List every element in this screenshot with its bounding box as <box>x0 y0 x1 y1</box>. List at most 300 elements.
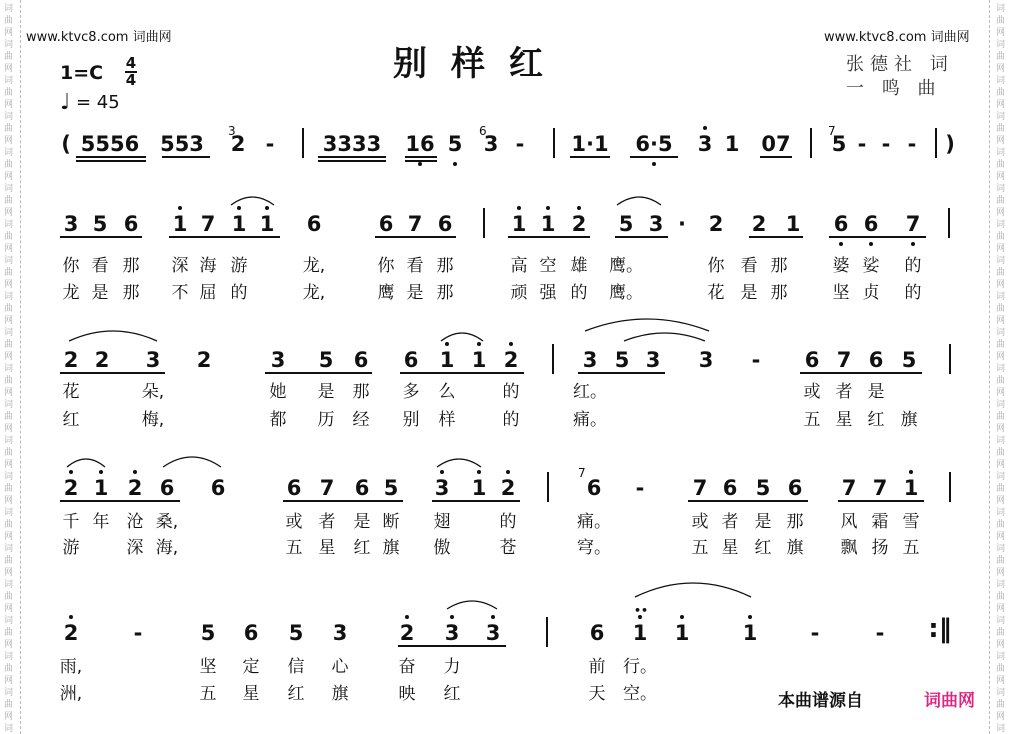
side-watermark-char: 词 <box>996 4 1006 14</box>
line4-note: - <box>133 621 143 645</box>
octave-dot <box>748 615 752 619</box>
line4-verse1-lyric: 信 <box>287 657 305 677</box>
side-watermark-char: 网 <box>4 64 14 74</box>
line4-verse2-lyric: 红 <box>287 684 305 704</box>
side-watermark-char: 词 <box>996 364 1006 374</box>
line3-verse1-lyric: 翅 <box>433 512 451 532</box>
side-watermark-char: 网 <box>996 64 1006 74</box>
underline-beam <box>570 156 610 158</box>
line1-note: 7 <box>200 212 216 236</box>
octave-dot <box>652 162 656 166</box>
line1-note: 1 <box>785 212 801 236</box>
side-watermark-char: 曲 <box>996 700 1006 710</box>
side-watermark-char: 曲 <box>4 628 14 638</box>
side-watermark-char: 词 <box>996 148 1006 158</box>
underline-beam <box>838 500 924 502</box>
slur-arc <box>446 600 498 610</box>
line2-verse2-lyric: 梅, <box>141 410 165 430</box>
slur-arc <box>66 458 106 468</box>
line2-note: 6 <box>353 348 369 372</box>
source-site-link[interactable]: 词曲网 <box>924 691 975 711</box>
line1-verse1-lyric: 你 <box>707 256 725 276</box>
line2-note: 6 <box>868 348 884 372</box>
side-watermark-char: 网 <box>996 100 1006 110</box>
side-watermark-char: 网 <box>4 460 14 470</box>
line2-verse2-lyric: 别 <box>402 410 420 430</box>
line4-verse2-lyric: 星 <box>242 684 260 704</box>
side-watermark-char: 词 <box>4 688 14 698</box>
line2-note: - <box>751 348 761 372</box>
left-watermark-column <box>0 0 21 734</box>
line1-verse1-lyric: 你 <box>377 256 395 276</box>
side-watermark-char: 曲 <box>4 268 14 278</box>
side-watermark-char: 曲 <box>4 160 14 170</box>
octave-dot <box>265 206 269 210</box>
bar-line <box>547 472 549 502</box>
octave-dot <box>546 206 550 210</box>
side-watermark-char: 网 <box>4 316 14 326</box>
octave-dot <box>453 162 457 166</box>
line1-note: 3 <box>648 212 664 236</box>
line4-note: 1 <box>632 621 648 645</box>
line3-verse1-lyric: 桑, <box>155 512 179 532</box>
side-watermark-char: 网 <box>996 460 1006 470</box>
line2-note: 1 <box>439 348 455 372</box>
line1-verse1-lyric: 婆 <box>832 256 850 276</box>
side-watermark-char: 词 <box>4 76 14 86</box>
line4-verse2-lyric: 天 <box>588 684 606 704</box>
side-watermark-char: 词 <box>996 220 1006 230</box>
line3-note: 6 <box>722 476 738 500</box>
line2-note: 3 <box>145 348 161 372</box>
underline-beam <box>318 160 386 162</box>
line2-verse1-lyric: 者 <box>835 382 853 402</box>
side-watermark-char: 词 <box>996 328 1006 338</box>
line1-verse2-lyric: 的 <box>230 283 248 303</box>
line3-note: 1 <box>93 476 109 500</box>
side-watermark-char: 网 <box>996 352 1006 362</box>
line4-verse1-lyric: 雨, <box>59 657 83 677</box>
octave-dot <box>703 126 707 130</box>
line1-note: 1 <box>231 212 247 236</box>
line2-verse2-lyric: 痛。 <box>573 410 607 430</box>
intro-note: - <box>857 132 867 156</box>
intro-note: 07 <box>761 132 791 156</box>
octave-dot <box>450 615 454 619</box>
underline-beam <box>400 372 524 374</box>
intro-note: 6·5 <box>635 132 673 156</box>
line3-verse2-lyric: 五 <box>902 538 920 558</box>
line3-verse1-lyric: 千 <box>62 512 80 532</box>
line4-note: 3 <box>444 621 460 645</box>
line3-note: 6 <box>354 476 370 500</box>
line2-note: 2 <box>503 348 519 372</box>
side-watermark-char: 曲 <box>4 700 14 710</box>
line2-verse2-lyric: 历 <box>317 410 335 430</box>
line2-verse1-lyric: 是 <box>867 382 885 402</box>
line4-note: 1 <box>742 621 758 645</box>
line2-verse2-lyric: 红 <box>867 410 885 430</box>
line2-note: 6 <box>804 348 820 372</box>
line4-verse1-lyric: 前 <box>588 657 606 677</box>
line3-note: 1 <box>471 476 487 500</box>
underline-beam <box>749 236 803 238</box>
side-watermark-char: 网 <box>996 136 1006 146</box>
line1-note: 2 <box>751 212 767 236</box>
line3-verse2-lyric: 飘 <box>840 538 858 558</box>
side-watermark-char: 曲 <box>4 304 14 314</box>
side-watermark-char: 曲 <box>996 556 1006 566</box>
bar-line <box>553 128 555 158</box>
line1-verse1-lyric: 海 <box>199 256 217 276</box>
underline-beam <box>162 156 210 158</box>
line1-verse2-lyric: 那 <box>122 283 140 303</box>
side-watermark-char: 网 <box>996 640 1006 650</box>
side-watermark-char: 词 <box>996 472 1006 482</box>
line1-note: 7 <box>905 212 921 236</box>
side-watermark-char: 网 <box>4 136 14 146</box>
side-watermark-char: 曲 <box>4 340 14 350</box>
time-signature <box>125 56 137 88</box>
side-watermark-char: 曲 <box>4 664 14 674</box>
line3-note: - <box>635 476 645 500</box>
line1-note: 7 <box>407 212 423 236</box>
side-watermark-char: 词 <box>996 616 1006 626</box>
line2-verse1-lyric: 她 <box>269 382 287 402</box>
side-watermark-char: 网 <box>996 424 1006 434</box>
line2-verse1-lyric: 花 <box>62 382 80 402</box>
side-watermark-char: 网 <box>4 172 14 182</box>
site-watermark-left: www.ktvc8.com 词曲网 <box>26 30 172 45</box>
bar-line <box>935 128 937 158</box>
line3-verse2-lyric: 扬 <box>871 538 889 558</box>
side-watermark-char: 网 <box>996 676 1006 686</box>
line1-note: 2 <box>571 212 587 236</box>
underline-beam <box>630 156 678 158</box>
side-watermark-char: 曲 <box>996 160 1006 170</box>
octave-dot <box>577 206 581 210</box>
line1-note: 1 <box>540 212 556 236</box>
side-watermark-char: 曲 <box>4 52 14 62</box>
line2-note: 5 <box>901 348 917 372</box>
line4-note: 2 <box>63 621 79 645</box>
side-watermark-char: 词 <box>996 400 1006 410</box>
line3-note: 2 <box>127 476 143 500</box>
intro-note: - <box>881 132 891 156</box>
line3-verse2-lyric: 五 <box>691 538 709 558</box>
underline-beam <box>760 156 792 158</box>
composer-credit: 一 鸣 曲 <box>846 78 942 99</box>
bar-line <box>546 617 548 647</box>
line2-note: 6 <box>403 348 419 372</box>
line1-verse2-lyric: 龙 <box>62 283 80 303</box>
line3-note: 7 <box>319 476 335 500</box>
line1-verse1-lyric: 的 <box>904 256 922 276</box>
bar-line <box>483 208 485 238</box>
line1-verse2-lyric: 鹰 <box>377 283 395 303</box>
line1-note: 6 <box>123 212 139 236</box>
line1-verse1-lyric: 看 <box>406 256 424 276</box>
line3-verse2-lyric: 穹。 <box>577 538 611 558</box>
underline-beam <box>76 160 146 162</box>
line1-verse1-lyric: 龙, <box>302 256 326 276</box>
grace-note: 7 <box>828 124 836 138</box>
side-watermark-char: 词 <box>4 328 14 338</box>
side-watermark-char: 曲 <box>996 232 1006 242</box>
line1-verse1-lyric: 深 <box>171 256 189 276</box>
side-watermark-char: 网 <box>996 244 1006 254</box>
underline-beam <box>375 236 456 238</box>
line3-verse1-lyric: 者 <box>318 512 336 532</box>
line3-note: 6 <box>787 476 803 500</box>
side-watermark-char: 词 <box>996 580 1006 590</box>
octave-dot <box>869 242 873 246</box>
underline-beam <box>578 372 665 374</box>
octave-dot <box>133 470 137 474</box>
side-watermark-char: 曲 <box>996 304 1006 314</box>
side-watermark-char: 曲 <box>996 196 1006 206</box>
lyricist-credit: 张德社 词 <box>846 54 954 75</box>
intro-note: 3333 <box>322 132 382 156</box>
side-watermark-char: 网 <box>996 208 1006 218</box>
octave-dot <box>418 162 422 166</box>
line3-verse1-lyric: 年 <box>92 512 110 532</box>
line1-verse2-lyric: 屈 <box>199 283 217 303</box>
line4-verse1-lyric: 坚 <box>199 657 217 677</box>
underline-beam <box>76 156 146 158</box>
line1-verse2-lyric: 贞 <box>862 283 880 303</box>
side-watermark-char: 词 <box>4 652 14 662</box>
line3-verse2-lyric: 苍 <box>499 538 517 558</box>
octave-dot <box>517 206 521 210</box>
line1-verse2-lyric: 那 <box>770 283 788 303</box>
side-watermark-char: 词 <box>4 724 14 734</box>
bar-line <box>302 128 304 158</box>
side-watermark-char: 曲 <box>4 88 14 98</box>
line4-note: 5 <box>288 621 304 645</box>
side-watermark-char: 曲 <box>996 628 1006 638</box>
song-title: 别样红 <box>393 44 567 84</box>
intro-note: - <box>515 132 525 156</box>
side-watermark-char: 网 <box>4 676 14 686</box>
octave-dot <box>440 470 444 474</box>
line1-note: 3 <box>63 212 79 236</box>
line4-note: 3 <box>332 621 348 645</box>
line2-verse1-lyric: 是 <box>317 382 335 402</box>
line1-verse2-lyric: 是 <box>740 283 758 303</box>
side-watermark-char: 网 <box>996 316 1006 326</box>
line2-verse1-lyric: 的 <box>502 382 520 402</box>
line1-verse1-lyric: 娑 <box>862 256 880 276</box>
side-watermark-char: 词 <box>996 508 1006 518</box>
line2-verse1-lyric: 那 <box>352 382 370 402</box>
intro-note: 1·1 <box>571 132 609 156</box>
line1-note: 6 <box>378 212 394 236</box>
side-watermark-char: 曲 <box>4 484 14 494</box>
side-watermark-char: 网 <box>4 424 14 434</box>
intro-note: - <box>265 132 275 156</box>
underline-beam <box>829 236 926 238</box>
side-watermark-char: 网 <box>996 280 1006 290</box>
side-watermark-char: 曲 <box>4 412 14 422</box>
side-watermark-char: 网 <box>4 640 14 650</box>
line1-note: 5 <box>92 212 108 236</box>
line4-verse1-lyric: 定 <box>242 657 260 677</box>
side-watermark-char: 词 <box>4 616 14 626</box>
bar-line <box>949 472 951 502</box>
intro-note: 2 <box>230 132 246 156</box>
underline-beam <box>432 500 520 502</box>
line1-verse1-lyric: 那 <box>122 256 140 276</box>
slur-arc <box>230 196 275 206</box>
side-watermark-char: 词 <box>996 688 1006 698</box>
side-watermark-char: 曲 <box>996 88 1006 98</box>
side-watermark-char: 词 <box>4 292 14 302</box>
line4-note: 1 <box>674 621 690 645</box>
slur-arc <box>623 332 706 342</box>
line3-note: 3 <box>434 476 450 500</box>
line4-note: 6 <box>589 621 605 645</box>
side-watermark-char: 网 <box>4 28 14 38</box>
line2-verse2-lyric: 经 <box>352 410 370 430</box>
line2-note: 2 <box>94 348 110 372</box>
line2-note: 3 <box>698 348 714 372</box>
side-watermark-char: 词 <box>996 436 1006 446</box>
line1-note: 6 <box>306 212 322 236</box>
line1-verse2-lyric: 的 <box>570 283 588 303</box>
slur-arc <box>68 330 158 342</box>
side-watermark-char: 词 <box>996 724 1006 734</box>
octave-dot <box>506 470 510 474</box>
line3-verse1-lyric: 或 <box>691 512 709 532</box>
side-watermark-char: 词 <box>996 76 1006 86</box>
line3-verse1-lyric: 雪 <box>902 512 920 532</box>
line2-verse1-lyric: 红。 <box>573 382 607 402</box>
side-watermark-char: 网 <box>996 532 1006 542</box>
intro-note: 553 <box>160 132 204 156</box>
side-watermark-char: 网 <box>4 604 14 614</box>
octave-dot <box>911 242 915 246</box>
line3-verse2-lyric: 红 <box>353 538 371 558</box>
line3-verse1-lyric: 或 <box>285 512 303 532</box>
bar-line <box>949 344 951 374</box>
line4-verse2-lyric: 红 <box>443 684 461 704</box>
line3-note: 2 <box>500 476 516 500</box>
line1-note: 6 <box>833 212 849 236</box>
line1-verse2-lyric: 不 <box>171 283 189 303</box>
line3-verse1-lyric: 痛。 <box>577 512 611 532</box>
line1-verse1-lyric: 高 <box>510 256 528 276</box>
line4-verse1-lyric: 力 <box>443 657 461 677</box>
side-watermark-char: 曲 <box>4 520 14 530</box>
side-watermark-char: 曲 <box>996 124 1006 134</box>
line3-grace-note: 7 <box>578 466 586 480</box>
intro-note: 1 <box>724 132 740 156</box>
line1-note: · <box>678 212 686 236</box>
side-watermark-char: 网 <box>4 712 14 722</box>
underline-beam <box>265 372 372 374</box>
line3-verse1-lyric: 风 <box>840 512 858 532</box>
line1-verse2-lyric: 鹰。 <box>609 283 643 303</box>
time-sig-bottom: 4 <box>125 71 137 89</box>
slur-arc <box>584 318 710 332</box>
site-watermark-right: www.ktvc8.com 词曲网 <box>824 30 970 45</box>
side-watermark-char: 词 <box>996 292 1006 302</box>
line2-note: 3 <box>270 348 286 372</box>
source-label: 本曲谱源自 <box>778 691 863 711</box>
side-watermark-char: 曲 <box>4 556 14 566</box>
line1-verse2-lyric: 顽 <box>510 283 528 303</box>
line2-verse2-lyric: 旗 <box>900 410 918 430</box>
side-watermark-char: 词 <box>996 184 1006 194</box>
line3-verse1-lyric: 是 <box>754 512 772 532</box>
side-watermark-char: 词 <box>4 472 14 482</box>
side-watermark-char: 曲 <box>4 376 14 386</box>
underline-beam <box>60 372 165 374</box>
side-watermark-char: 网 <box>996 172 1006 182</box>
line1-verse1-lyric: 看 <box>91 256 109 276</box>
line4-verse1-lyric: 心 <box>331 657 349 677</box>
line4-verse2-lyric: 洲, <box>59 684 83 704</box>
intro-note: - <box>907 132 917 156</box>
line4-verse1-lyric: 行。 <box>623 657 657 677</box>
slur-arc <box>440 332 484 342</box>
slur-arc <box>436 458 482 468</box>
line1-note: 1 <box>172 212 188 236</box>
line4-note: 2 <box>399 621 415 645</box>
side-watermark-char: 网 <box>4 352 14 362</box>
line4-verse2-lyric: 旗 <box>331 684 349 704</box>
octave-dot <box>477 470 481 474</box>
time-sig-top: 4 <box>125 54 137 72</box>
side-watermark-char: 网 <box>4 208 14 218</box>
line2-note: 3 <box>582 348 598 372</box>
side-watermark-char: 曲 <box>996 592 1006 602</box>
underline-beam <box>405 160 437 162</box>
side-watermark-char: 曲 <box>4 232 14 242</box>
line4-verse2-lyric: 映 <box>398 684 416 704</box>
side-watermark-char: 曲 <box>996 520 1006 530</box>
side-watermark-char: 网 <box>996 568 1006 578</box>
line1-verse1-lyric: 空 <box>539 256 557 276</box>
side-watermark-char: 词 <box>4 544 14 554</box>
side-watermark-char: 词 <box>996 112 1006 122</box>
grace-note: 3 <box>228 124 236 138</box>
side-watermark-char: 网 <box>996 604 1006 614</box>
side-watermark-char: 曲 <box>996 448 1006 458</box>
side-watermark-char: 曲 <box>4 448 14 458</box>
line1-verse2-lyric: 坚 <box>832 283 850 303</box>
side-watermark-char: 词 <box>4 400 14 410</box>
side-watermark-char: 网 <box>996 712 1006 722</box>
side-watermark-char: 曲 <box>4 592 14 602</box>
side-watermark-char: 曲 <box>996 376 1006 386</box>
underline-beam <box>169 236 280 238</box>
intro-note: 5 <box>831 132 847 156</box>
line3-verse1-lyric: 是 <box>353 512 371 532</box>
line3-verse1-lyric: 那 <box>786 512 804 532</box>
octave-dot <box>509 342 513 346</box>
line3-note: 6 <box>159 476 175 500</box>
line3-verse2-lyric: 傲 <box>433 538 451 558</box>
bar-line <box>948 208 950 238</box>
intro-note: 3 <box>483 132 499 156</box>
underline-beam <box>800 372 922 374</box>
line3-note: 5 <box>383 476 399 500</box>
line3-note: 1 <box>903 476 919 500</box>
side-watermark-char: 词 <box>4 580 14 590</box>
line3-verse2-lyric: 星 <box>318 538 336 558</box>
